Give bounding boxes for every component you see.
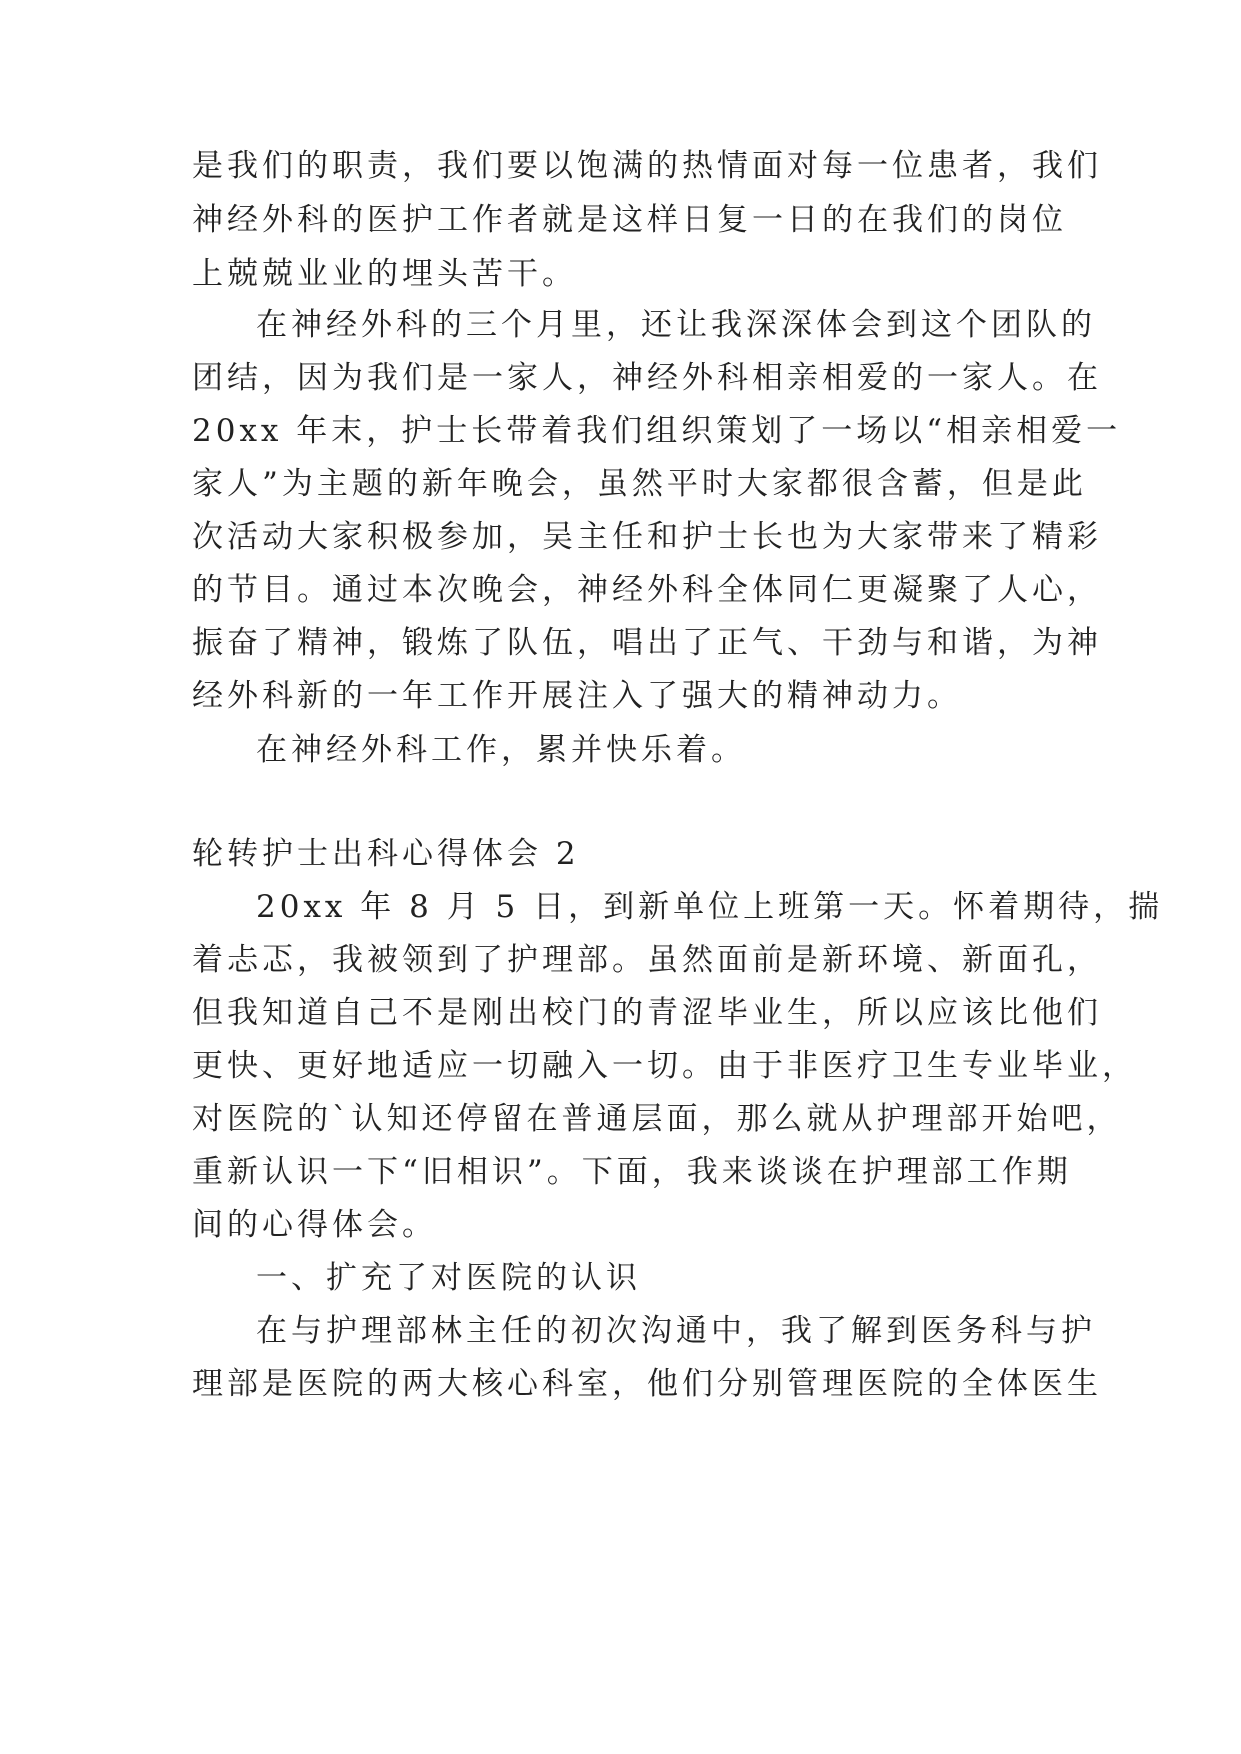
- paragraph-line: 振奋了精神，锻炼了队伍，唱出了正气、干劲与和谐，为神: [192, 625, 1102, 661]
- paragraph-line: 是我们的职责，我们要以饱满的热情面对每一位患者，我们: [192, 148, 1102, 184]
- paragraph-line: 在与护理部林主任的初次沟通中，我了解到医务科与护: [256, 1313, 1096, 1349]
- paragraph-line: 在神经外科的三个月里，还让我深深体会到这个团队的: [256, 307, 1096, 343]
- paragraph-line: 但我知道自己不是刚出校门的青涩毕业生，所以应该比他们: [192, 995, 1102, 1031]
- paragraph-line: 对医院的`认知还停留在普通层面，那么就从护理部开始吧，: [192, 1101, 1122, 1137]
- paragraph-line: 家人”为主题的新年晚会，虽然平时大家都很含蓄，但是此: [192, 466, 1087, 502]
- section-title: 轮转护士出科心得体会 2: [192, 836, 580, 872]
- paragraph-line: 上兢兢业业的埋头苦干。: [192, 256, 577, 292]
- paragraph-line: 20xx 年末，护士长带着我们组织策划了一场以“相亲相爱一: [192, 413, 1122, 449]
- paragraph-line: 间的心得体会。: [192, 1207, 437, 1243]
- paragraph-line: 理部是医院的两大核心科室，他们分别管理医院的全体医生: [192, 1366, 1102, 1402]
- paragraph-line: 团结，因为我们是一家人，神经外科相亲相爱的一家人。在: [192, 360, 1102, 396]
- subheading: 一、扩充了对医院的认识: [256, 1260, 641, 1296]
- paragraph-line: 次活动大家积极参加，吴主任和护士长也为大家带来了精彩: [192, 519, 1102, 555]
- paragraph-line: 着忐忑，我被领到了护理部。虽然面前是新环境、新面孔，: [192, 942, 1102, 978]
- paragraph-line: 在神经外科工作，累并快乐着。: [256, 732, 746, 768]
- paragraph-line: 神经外科的医护工作者就是这样日复一日的在我们的岗位: [192, 202, 1067, 238]
- paragraph-line: 的节目。通过本次晚会，神经外科全体同仁更凝聚了人心，: [192, 572, 1102, 608]
- paragraph-line: 经外科新的一年工作开展注入了强大的精神动力。: [192, 678, 962, 714]
- paragraph-line: 20xx 年 8 月 5 日，到新单位上班第一天。怀着期待，揣: [256, 889, 1164, 925]
- paragraph-line: 重新认识一下“旧相识”。下面，我来谈谈在护理部工作期: [192, 1154, 1072, 1190]
- paragraph-line: 更快、更好地适应一切融入一切。由于非医疗卫生专业毕业，: [192, 1048, 1137, 1084]
